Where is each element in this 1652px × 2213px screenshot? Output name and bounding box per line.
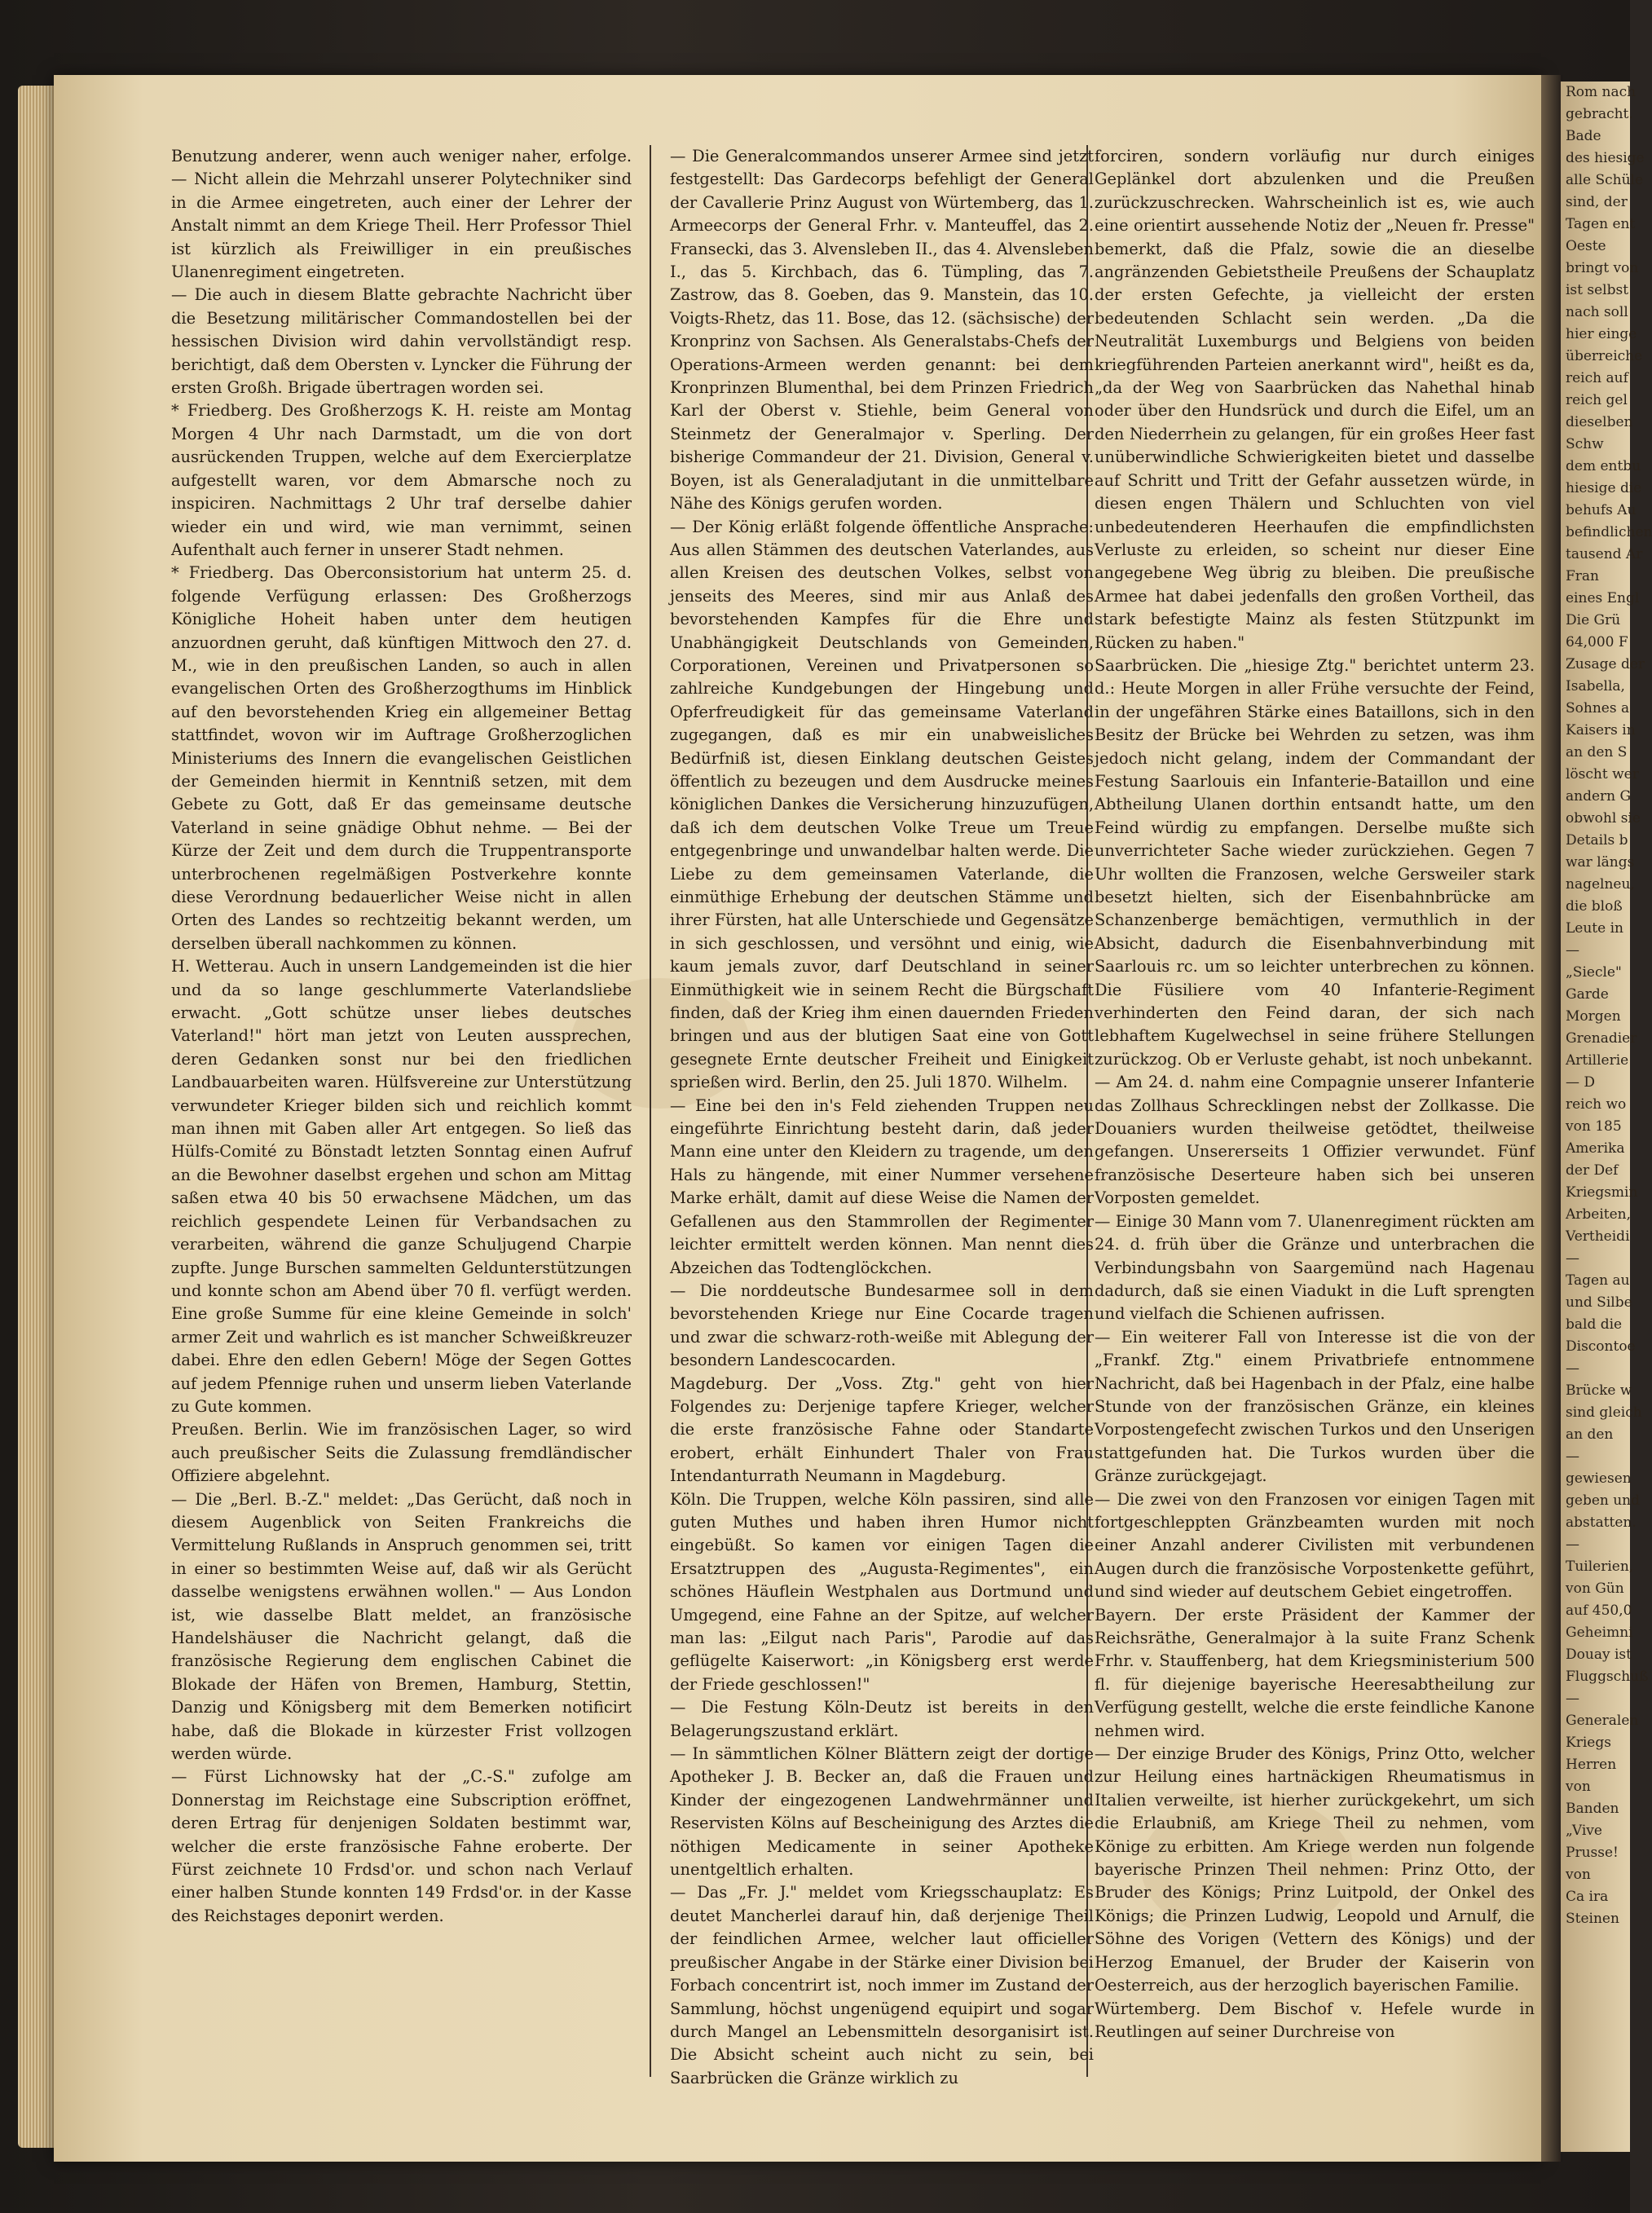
next-page-line: abstatten. (1566, 1514, 1637, 1531)
next-page-line: befindlichen (1566, 524, 1652, 540)
next-page-line: überreiche (1566, 348, 1643, 364)
next-page-line: reich auf (1566, 370, 1628, 386)
next-page-line: Arbeiten, (1566, 1206, 1632, 1223)
article-paragraph: — Die norddeutsche Bundesarmee soll in dem bevorstehenden Kriege nur Eine Cocarde tragen und zwar die schwarz-roth-weiße mit Ablegung der besondern Landescocarden. (670, 1281, 1094, 1370)
next-page-line: Details b (1566, 832, 1628, 849)
article-paragraph: Magdeburg. Der „Voss. Ztg." geht von hier Folgendes zu: Derjenige tapfere Krieger, welcher die erste französische Fahne oder Standarte erobert, erhält Einhundert Thaler von Frau Intendanturrath Neumann in Magdeburg. (670, 1373, 1094, 1486)
next-page-line: Kaisers in (1566, 722, 1636, 738)
next-page-line: hiesige die (1566, 480, 1642, 496)
article-paragraph: — Fürst Lichnowsky hat der „C.-S." zufolge am Donnerstag im Reichstage eine Subscription eröffnet, deren Ertrag für denjenigen Soldaten bestimmt war, welcher die erste französische Fahne eroberte. Der Fürst zeichnete 10 Frdsd'or. und schon nach Verlauf einer halben Stunde konnten 149 Frdsd'or. in der Kasse des Reichstages deponirt werden. (171, 1767, 632, 1925)
next-page-line: — (1566, 1360, 1579, 1377)
next-page-line: Fluggschuß (1566, 1669, 1649, 1685)
article-paragraph: — Die Festung Köln-Deutz ist bereits in den Belagerungszustand erklärt. (670, 1698, 1094, 1740)
article-paragraph: — Einige 30 Mann vom 7. Ulanenregiment rückten am 24. d. früh über die Gränze und unterbrachen die Verbindungsbahn von Saargemünd nach Hagenau dadurch, daß sie einen Viadukt in die Luft sprengten und vielfach die Schienen aufrissen. (1095, 1211, 1535, 1324)
next-page-line: hier einge (1566, 326, 1637, 342)
next-page-line: sind, der (1566, 194, 1628, 210)
next-page-line: Prusse! (1566, 1845, 1619, 1861)
article-paragraph: — Ein weiterer Fall von Interesse ist die von der „Frankf. Ztg." einem Privatbriefe entnommene Nachricht, daß bei Hagenbach in der Pfalz, eine halbe Stunde von der französischen Gränze, ein kleines Vorpostengefecht zwischen Turkos und den Unserigen stattgefunden hat. Die Turkos wurden über die Gränze zurückgejagt. (1095, 1327, 1535, 1486)
next-page-line: war längs (1566, 854, 1635, 871)
next-page-line: Zusage der (1566, 656, 1645, 672)
next-page-line: geben und (1566, 1492, 1641, 1509)
article-paragraph: forciren, sondern vorläufig nur durch einiges Geplänkel dort abzulenken und die Preußen zurückzuschrecken. Wahrscheinlich ist es, wie auch eine orientirt aussehende Notiz der „Neuen fr. Presse" bemerkt, daß die Pfalz, sowie die an dieselbe angränzenden Gebietstheile Preußens der Schauplatz der ersten Gefechte, ja vielleicht der ersten bedeutenden Schlacht sein werden. „Da die Neutralität Luxemburgs und Belgiens von beiden kriegführenden Parteien anerkannt wird", heißt es da, „da der Weg von Saarbrücken das Nahethal hinab oder über den Hundsrück und durch die Eifel, um an den Niederrhein zu gelangen, für ein großes Heer fast unüberwindliche Schwierigkeiten bietet und dasselbe auf Schritt und Tritt der Gefahr aussetzen würde, in diesen engen Thälern und Schluchten von viel unbedeutenderen Heerhaufen die empfindlichsten Verluste zu erleiden, so scheint nur dieser Eine angegebene Weg übrig zu bleiben. Die preußische Armee hat dabei jedenfalls den großen Vortheil, das stark befestigte Mainz als festen Stützpunkt im Rücken zu haben." (1095, 147, 1535, 652)
next-page-line: Tagen au (1566, 1272, 1630, 1289)
next-page-line: — (1566, 1250, 1579, 1267)
article-paragraph: Würtemberg. Dem Bischof v. Hefele wurde in Reutlingen auf seiner Durchreise von (1095, 1999, 1535, 2041)
next-page-line: andern G (1566, 788, 1632, 805)
next-page-line: nagelneu, (1566, 876, 1635, 893)
column-2 (670, 145, 1095, 2087)
next-page-line: Amerika (1566, 1140, 1625, 1157)
book-gutter (1541, 75, 1561, 2162)
next-page-line: 64,000 F (1566, 634, 1628, 650)
article-paragraph: H. Wetterau. Auch in unsern Landgemeinden ist die hier und da so lange geschlummerte Vaterlandsliebe erwacht. „Gott schütze unser liebes deutsches Vaterland!" hört man jetzt von Leuten aussprechen, deren Gedanken sonst nur bei den friedlichen Landbauarbeiten waren. Hülfsvereine zur Unterstützung verwundeter Krieger bilden sich und reichlich kommt man ihnen mit Gaben aller Art entgegen. So ließ das Hülfs-Comité zu Bönstadt letzten Sonntag einen Aufruf an die Bewohner daselbst ergehen und schon am Mittag saßen etwa 40 bis 50 erwachsene Mädchen, um das reichlich gespendete Leinen für Verbandsachen zu verarbeiten, während die ganze Schuljugend Charpie zupfte. Junge Burschen sammelten Geldunterstützungen und konnte schon am Abend über 70 fl. verfügt werden. Eine große Summe für eine kleine Gemeinde in solch' armer Zeit und wahrlich es ist mancher Schweißkreuzer dabei. Ehre den edlen Gebern! Möge der Segen Gottes auf jedem Pfennige ruhen und unserm lieben Vaterlande zu Gute kommen. (171, 957, 632, 1416)
next-page-line: auf 450,0 (1566, 1602, 1632, 1619)
next-page-line: eines Engl (1566, 590, 1640, 606)
next-page-line: Fran (1566, 568, 1600, 584)
next-page-line: Isabella, (1566, 678, 1625, 694)
next-page-line: von 185 (1566, 1118, 1622, 1135)
article-paragraph: Köln. Die Truppen, welche Köln passiren, sind alle guten Muthes und haben ihren Humor nicht eingebüßt. So kamen vor einigen Tagen die Ersatztruppen des „Augusta-Regimentes", ein schönes Häuflein Westphalen aus Dortmund und Umgegend, eine Fahne an der Spitze, auf welcher man las: „Eilgut nach Paris", Parodie auf das geflügelte Kaiserwort: „in Königsberg erst werde der Friede geschlossen!" (670, 1489, 1094, 1694)
next-page-line: von Gün (1566, 1580, 1624, 1597)
next-page-line: Morgen (1566, 1008, 1621, 1025)
article-paragraph: — In sämmtlichen Kölner Blättern zeigt der dortige Apotheker J. B. Becker an, daß die Frauen und Kinder der eingezogenen Landwehrmänner und Reservisten Kölns auf Bescheinigung des Arztes die nöthigen Medicamente in seiner Apotheke unentgeltlich erhalten. (670, 1744, 1094, 1880)
next-page-line: Garde (1566, 986, 1609, 1003)
next-page-line: Bade (1566, 128, 1601, 144)
next-page-line: bringt von (1566, 260, 1639, 276)
column-rule-1 (650, 145, 651, 2077)
next-page-line: Ca ira (1566, 1889, 1609, 1905)
article-paragraph: — Das „Fr. J." meldet vom Kriegsschauplatz: Es deutet Mancherlei darauf hin, daß derjenige Theil der feindlichen Armee, welcher laut officieller preußischer Angabe in der Stärke einer Division bei Forbach concentrirt ist, noch immer im Zustand der Sammlung, höchst ungenügend equipirt und sogar durch Mangel an Lebensmitteln desorganisirt ist. Die Absicht scheint auch nicht zu sein, bei Saarbrücken die Gränze wirklich zu (670, 1883, 1094, 2087)
next-page-line: Vertheidi (1566, 1228, 1630, 1245)
next-page-line: „Vive (1566, 1823, 1602, 1839)
next-page-line: Generalen (1566, 1713, 1639, 1729)
next-page-line: Discontoe (1566, 1338, 1636, 1355)
next-page-fragment (1561, 82, 1652, 2152)
article-paragraph: Bayern. Der erste Präsident der Kammer der Reichsräthe, Generalmajor à la suite Franz Schenk Frhr. v. Stauffenberg, hat dem Kriegsministerium 500 fl. für diejenige bayerische Heeresabtheilung zur Verfügung gestellt, welche die erste feindliche Kanone nehmen wird. (1095, 1605, 1535, 1740)
next-page-line: Grenadier (1566, 1030, 1637, 1047)
article-paragraph: — Der König erläßt folgende öffentliche Ansprache: Aus allen Stämmen des deutschen Vaterlandes, aus allen Kreisen des deutschen Volkes, selbst von jenseits des Meeres, sind mir aus Anlaß des bevorstehenden Kampfes für die Ehre und Unabhängigkeit Deutschlands von Gemeinden, Corporationen, Vereinen und Privatpersonen so zahlreiche Kundgebungen der Hingebung und Opferfreudigkeit für das gemeinsame Vaterland zugegangen, daß es mir ein unabweisliches Bedürfniß ist, diesen Einklang deutschen Geistes öffentlich zu bezeugen und dem Ausdrucke meines königlichen Dankes die Versicherung hinzuzufügen, daß ich dem deutschen Volke Treue um Treue entgegenbringe und unwandelbar halten werde. Die Liebe zu dem gemeinsamen Vaterlande, die einmüthige Erhebung der deutschen Stämme und ihrer Fürsten, hat alle Unterschiede und Gegensätze in sich geschlossen, und versöhnt und einig, wie kaum jemals zuvor, darf Deutschland in seiner Einmüthigkeit wie in seinem Recht die Bürgschaft finden, daß der Krieg ihm einen dauernden Frieden bringen und aus der blutigen Saat eine von Gott gesegnete Ernte deutscher Freiheit und Einigkeit sprießen wird. Berlin, den 25. Juli 1870. Wilhelm. (670, 517, 1095, 1092)
next-page-line: — (1566, 1691, 1579, 1707)
article-paragraph: Preußen. Berlin. Wie im französischen Lager, so wird auch preußischer Seits die Zulassung fremdländischer Offiziere abgelehnt. (171, 1420, 632, 1486)
next-page-line: ist selbst (1566, 282, 1629, 298)
next-page-line: — (1566, 1448, 1579, 1465)
next-page-line: alle Schüle (1566, 172, 1644, 188)
next-page-line: Leute in (1566, 920, 1623, 937)
next-page-line: tausend Ar (1566, 546, 1643, 562)
next-page-line: Tagen ent (1566, 216, 1636, 232)
next-page-line: nach soll (1566, 304, 1628, 320)
next-page-line: gebracht. (1566, 106, 1633, 122)
next-page-line: des hiesige (1566, 150, 1645, 166)
article-paragraph: — Eine bei den in's Feld ziehenden Truppen neu eingeführte Einrichtung besteht darin, daß jeder Mann eine unter den Kleidern zu tragende, um den Hals zu hängende, mit einer Nummer versehene Marke erhält, damit auf diese Weise die Namen der Gefallenen aus den Stammrollen der Regimenter leichter ermittelt werden können. Man nennt dies Abzeichen das Todtenglöckchen. (670, 1095, 1094, 1277)
next-page-line: Herren (1566, 1757, 1617, 1773)
next-page-line: reich wo (1566, 1096, 1627, 1113)
article-paragraph: Benutzung anderer, wenn auch weniger naher, erfolge. — Nicht allein die Mehrzahl unserer Polytechniker sind in die Armee eingetreten, auch einer der Lehrer der Anstalt nimmt an dem Kriege Theil. Herr Professor Thiel ist kürzlich als Freiwilliger in ein preußisches Ulanenregiment eingetreten. (171, 147, 632, 282)
next-page-line: Rom nach (1566, 84, 1637, 100)
article-paragraph: Saarbrücken. Die „hiesige Ztg." berichtet unterm 23. d.: Heute Morgen in aller Frühe versuchte der Feind, in der ungefähren Stärke eines Bataillons, sich in den Besitz der Brücke bei Wehrden zu setzen, was ihm jedoch nicht gelang, indem der Commandant der Festung Saarlouis ein Infanterie-Bataillon und eine Abtheilung Ulanen dorthin entsandt hatte, um den Feind würdig zu empfangen. Derselbe mußte sich unverrichteter Sache wieder zurückziehen. Gegen 7 Uhr wollten die Franzosen, welche Gersweiler stark besetzt hielten, sich der Eisenbahnbrücke am Schanzenberge bemächtigen, vermuthlich in der Absicht, dadurch die Eisenbahnverbindung mit Saarlouis rc. um so leichter unterbrechen zu können. Die Füsiliere vom 40 Infanterie-Regiment verhinderten den Feind daran, der sich nach lebhaftem Kugelwechsel in seine frühere Stellungen zurückzog. Ob er Verluste gehabt, ist noch unbekannt. (1095, 655, 1535, 1069)
article-paragraph: * Friedberg. Des Großherzogs K. H. reiste am Montag Morgen 4 Uhr nach Darmstadt, um die von dort ausrückenden Truppen, welche auf dem Exercierplatze aufgestellt waren, vor dem Abmarsche noch zu inspiciren. Nachmittags 2 Uhr traf derselbe dahier wieder ein und wird, wie man vernimmt, seinen Aufenthalt auch ferner in unserer Stadt nehmen. (171, 401, 632, 559)
next-page-line: von (1566, 1779, 1591, 1795)
next-page-line: an den (1566, 1426, 1614, 1443)
article-paragraph: — Die auch in diesem Blatte gebrachte Nachricht über die Besetzung militärischer Commandostellen bei der hessischen Division wird dahin vervollständigt resp. berichtigt, daß dem Obersten v. Lyncker die Führung der ersten Großh. Brigade übertragen worden sei. (171, 285, 632, 398)
next-page-line: — (1566, 942, 1579, 959)
next-page-line: Schw (1566, 436, 1604, 452)
next-page-line: behufs Au (1566, 502, 1637, 518)
next-page-line: die bloß (1566, 898, 1623, 915)
article-paragraph: — Am 24. d. nahm eine Compagnie unserer Infanterie das Zollhaus Schrecklingen nebst der Zollkasse. Die Douaniers wurden theilweise getödtet, theilweise gefangen. Unsererseits 1 Offizier verwundet. Fünf französische Deserteure haben sich bei unseren Vorposten gemeldet. (1095, 1073, 1535, 1208)
next-page-line: Die Grü (1566, 612, 1621, 628)
next-page-line: Sohnes a (1566, 700, 1630, 716)
next-page-line: dieselben (1566, 414, 1633, 430)
next-page-line: dem entbu (1566, 458, 1641, 474)
next-page-line: — (1566, 1536, 1579, 1553)
next-page-line: Oeste (1566, 238, 1606, 254)
article-paragraph: — Die Generalcommandos unserer Armee sind jetzt festgestellt: Das Gardecorps befehligt der General der Cavallerie Prinz August von Würtemberg, das 1. Armeecorps der General Frhr. v. Manteuffel, das 2. Fransecki, das 3. Alvensleben II., das 4. Alvensleben I., das 5. Kirchbach, das 6. Tümpling, das 7. Zastrow, das 8. Goeben, das 9. Manstein, das 10. Voigts-Rhetz, das 11. Bose, das 12. (sächsische) der Kronprinz von Sachsen. Als Generalstabs-Chefs der Operations-Armeen werden genannt: bei dem Kronprinzen Blumenthal, bei dem Prinzen Friedrich Karl der Oberst v. Stiehle, beim General von Steinmetz der Generalmajor v. Sperling. Der bisherige Commandeur der 21. Division, General v. Boyen, ist als Generaladjutant in die unmittelbare Nähe des Königs gerufen worden. (670, 147, 1094, 514)
next-page-line: und Silbe (1566, 1294, 1632, 1311)
article-paragraph: — Der einzige Bruder des Königs, Prinz Otto, welcher zur Heilung eines hartnäckigen Rheumatismus in Italien verweilte, ist hierher zurückgekehrt, um sich die Erlaubniß, am Kriege Theil zu nehmen, vom Könige zu erbitten. Am Kriege werden nun folgende bayerische Prinzen Theil nehmen: Prinz Otto, der Bruder des Königs; Prinz Luitpold, der Onkel des Königs; die Prinzen Ludwig, Leopold und Arnulf, die Söhne des Vorigen (Vettern des Königs) und der Herzog Emanuel, der Bruder der Kaiserin von Oesterreich, aus der herzoglich bayerischen Familie. (1095, 1744, 1535, 1995)
next-page-line: von (1566, 1867, 1591, 1883)
next-page-line: löscht wer (1566, 766, 1639, 782)
article-paragraph: — Die zwei von den Franzosen vor einigen Tagen mit fortgeschleppten Gränzbeamten wurden mit noch einer Anzahl anderer Civilisten mit verbundenen Augen durch die französische Vorpostenkette geführt, und sind wieder auf deutschem Gebiet eingetroffen. (1095, 1489, 1535, 1602)
next-page-line: sind gleich (1566, 1404, 1642, 1421)
article-paragraph: — Die „Berl. B.-Z." meldet: „Das Gerücht, daß noch in diesem Augenblick von Seiten Frankreichs die Vermittelung Rußlands in Anspruch genommen sei, tritt in einer so bestimmten Weise auf, daß wir als Gerücht dasselbe wenigstens erwähnen wollen." — Aus London ist, wie dasselbe Blatt meldet, an französische Handelshäuser die Nachricht gelangt, daß die französische Regierung dem englischen Cabinet die Blokade der Häfen von Bremen, Hamburg, Stettin, Danzig und Königsberg mit dem Bemerken notificirt habe, daß die Blokade in kürzester Frist vollzogen werden würde. (171, 1489, 632, 1764)
next-page-line: bald die (1566, 1316, 1623, 1333)
next-page-line: Brücke w (1566, 1382, 1632, 1399)
next-page-line: — D (1566, 1074, 1596, 1091)
next-page-line: gewiesen (1566, 1470, 1632, 1487)
next-page-line: Kriegsmin (1566, 1184, 1638, 1201)
book-page-edges (18, 86, 57, 2148)
next-page-line: Kriegs (1566, 1735, 1611, 1751)
column-1 (171, 145, 632, 2077)
next-page-line: Banden (1566, 1801, 1619, 1817)
next-page-line: Tuilerien, (1566, 1558, 1634, 1575)
next-page-line: der Def (1566, 1162, 1619, 1179)
article-paragraph: * Friedberg. Das Oberconsistorium hat unterm 25. d. folgende Verfügung erlassen: Des Großherzogs Königliche Hoheit haben unter dem heutigen anzuordnen geruht, daß künftigen Mittwoch den 27. d. M., wie in den preußischen Landen, so auch in allen evangelischen Orten des Großherzogthums im Hinblick auf den bevorstehenden Krieg ein allgemeiner Bettag stattfindet, wovon wir im Auftrage Großherzoglichen Ministeriums des Innern die evangelischen Geistlichen der Gemeinden hiermit in Kenntniß setzen, mit dem Gebete zu Gott, daß Er das gemeinsame deutsche Vaterland in seine gnädige Obhut nehme. — Bei der Kürze der Zeit und dem durch die Truppentransporte unterbrochenen regelmäßigen Postverkehre konnte diese Verordnung bedauerlicher Weise nicht in allen Orten des Landes so rechtzeitig bekannt werden, um derselben überall nachkommen zu können. (171, 563, 632, 953)
next-page-line: obwohl sie (1566, 810, 1641, 827)
next-page-line: Steinen (1566, 1911, 1619, 1927)
next-page-line: Douay ist (1566, 1647, 1632, 1663)
next-page-line: Artillerie (1566, 1052, 1629, 1069)
column-3 (1095, 145, 1535, 2077)
next-page-line: „Siecle" (1566, 964, 1622, 981)
next-page-line: an den S (1566, 744, 1628, 760)
next-page-line: Geheimni (1566, 1624, 1633, 1641)
next-page-line: reich gel (1566, 392, 1628, 408)
